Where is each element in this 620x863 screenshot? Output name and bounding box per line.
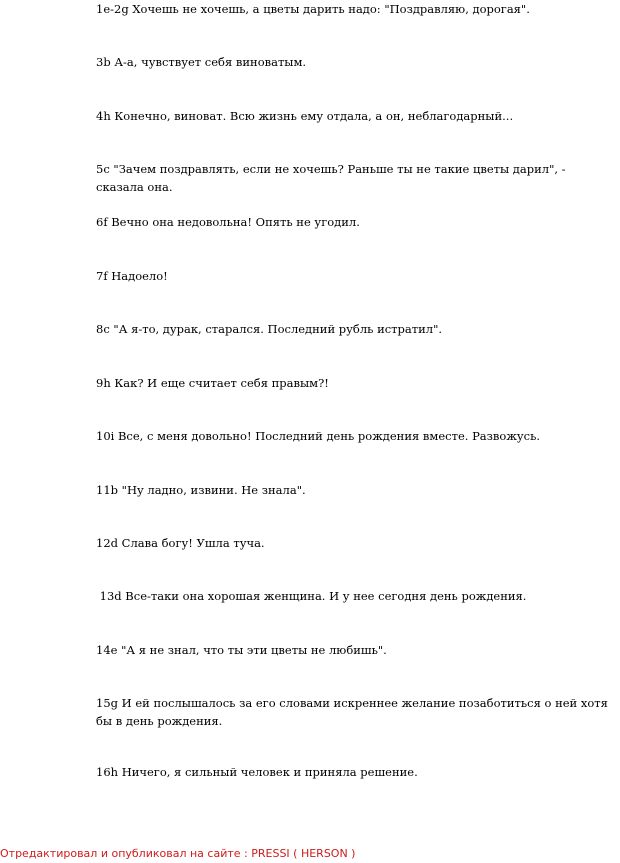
- text-line-12: 13d Все-таки она хорошая женщина. И у нее сегодня день рождения.: [96, 589, 527, 603]
- footer-credit: Отредактировал и опубликовал на сайте : PRESSI ( HERSON ): [0, 847, 356, 860]
- text-line-9: 10i Все, с меня довольно! Последний день рождения вместе. Развожусь.: [96, 429, 541, 443]
- text-line-14: 15g И ей послышалось за его словами искреннее желание позаботиться о ней хотя бы в день рождения.: [96, 696, 608, 728]
- text-line-15: 16h Ничего, я сильный человек и приняла решение.: [96, 765, 418, 779]
- text-line-2: 3b А-а, чувствует себя виноватым.: [96, 55, 307, 69]
- text-line-4: 5c "Зачем поздравлять, если не хочешь? Раньше ты не такие цветы дарил", - сказала она.: [96, 162, 566, 194]
- text-line-13: 14e "А я не знал, что ты эти цветы не любишь".: [96, 643, 387, 657]
- text-line-6: 7f Надоело!: [96, 269, 168, 283]
- text-line-7: 8c "А я-то, дурак, старался. Последний рубль истратил".: [96, 322, 443, 336]
- text-line-3: 4h Конечно, виноват. Всю жизнь ему отдала, а он, неблагодарный...: [96, 109, 514, 123]
- text-line-1: 1e-2g Хочешь не хочешь, а цветы дарить надо: "Поздравляю, дорогая".: [96, 2, 530, 16]
- text-line-8: 9h Как? И еще считает себя правым?!: [96, 376, 329, 390]
- text-line-10: 11b "Ну ладно, извини. Не знала".: [96, 483, 306, 497]
- text-line-5: 6f Вечно она недовольна! Опять не угодил.: [96, 215, 360, 229]
- text-line-11: 12d Слава богу! Ушла туча.: [96, 536, 265, 550]
